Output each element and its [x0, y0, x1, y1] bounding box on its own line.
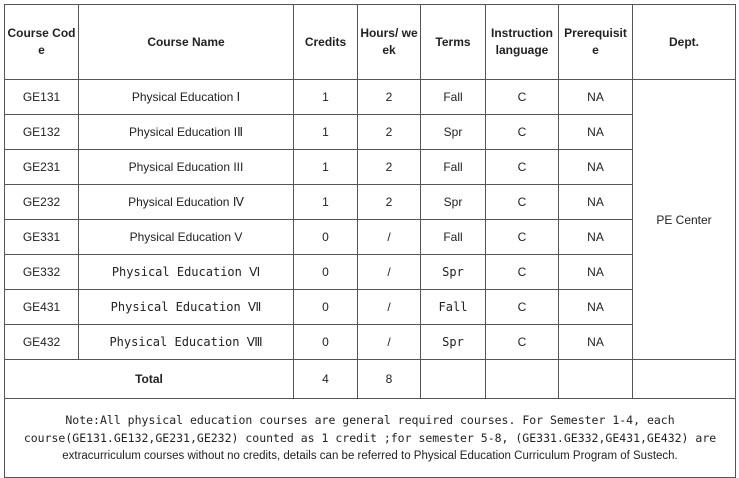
cell-terms: Spr: [421, 115, 486, 150]
cell-hours: /: [358, 290, 421, 325]
header-terms: Terms: [421, 5, 486, 80]
table-row: [5, 220, 736, 255]
cell-course-code: GE331: [5, 220, 79, 255]
cell-course-code: GE132: [5, 115, 79, 150]
cell-course-code: GE131: [5, 80, 79, 115]
table-row: [5, 185, 736, 220]
cell-course-code: GE231: [5, 150, 79, 185]
cell-course-code: GE232: [5, 185, 79, 220]
header-row: [5, 5, 736, 80]
cell-credits: 0: [294, 220, 358, 255]
cell-prerequisite: NA: [559, 80, 633, 115]
cell-hours: 2: [358, 150, 421, 185]
cell-credits: 1: [294, 80, 358, 115]
cell-language: C: [486, 115, 559, 150]
cell-course-name: Physical Education V: [79, 220, 294, 255]
total-hours: 8: [358, 360, 421, 399]
header-dept: Dept.: [633, 5, 736, 80]
cell-dept: PE Center: [633, 80, 736, 360]
cell-terms: Spr: [421, 185, 486, 220]
cell-hours: 2: [358, 115, 421, 150]
cell-course-name: Physical Education IⅡ: [79, 115, 294, 150]
header-instruction-language: Instruction language: [486, 5, 559, 80]
cell-course-name: Physical Education Ⅵ: [79, 255, 294, 290]
total-empty-dept: [633, 360, 736, 399]
cell-prerequisite: NA: [559, 325, 633, 360]
cell-language: C: [486, 255, 559, 290]
cell-course-code: GE432: [5, 325, 79, 360]
cell-prerequisite: NA: [559, 115, 633, 150]
cell-terms: Fall: [421, 290, 486, 325]
note-line-2: course(GE131.GE132,GE231,GE232) counted as 1 credit ;for semester 5-8, (GE331.GE332,GE431,GE432) are: [23, 431, 717, 445]
cell-language: C: [486, 185, 559, 220]
cell-prerequisite: NA: [559, 150, 633, 185]
cell-course-name: Physical Education Ⅷ: [79, 325, 294, 360]
table-row: [5, 325, 736, 360]
cell-terms: Spr: [421, 255, 486, 290]
table-row: [5, 290, 736, 325]
cell-credits: 1: [294, 150, 358, 185]
cell-hours: /: [358, 255, 421, 290]
cell-prerequisite: NA: [559, 255, 633, 290]
cell-course-name: Physical Education Ⅰ: [79, 80, 294, 115]
total-row: [5, 360, 736, 399]
total-label: Total: [5, 360, 294, 399]
table-row: [5, 80, 736, 115]
cell-terms: Spr: [421, 325, 486, 360]
cell-credits: 0: [294, 255, 358, 290]
total-empty-prereq: [559, 360, 633, 399]
note-row: [5, 399, 736, 478]
table-row: [5, 150, 736, 185]
cell-prerequisite: NA: [559, 290, 633, 325]
cell-course-name: Physical Education Ⅶ: [79, 290, 294, 325]
cell-hours: /: [358, 325, 421, 360]
table-row: [5, 255, 736, 290]
cell-terms: Fall: [421, 220, 486, 255]
cell-language: C: [486, 220, 559, 255]
cell-credits: 0: [294, 325, 358, 360]
cell-course-code: GE431: [5, 290, 79, 325]
course-table-container: [4, 4, 736, 478]
cell-prerequisite: NA: [559, 185, 633, 220]
note-line-1: Note:All physical education courses are general required courses. For Semester 1-4, each: [65, 413, 675, 427]
cell-prerequisite: NA: [559, 220, 633, 255]
cell-language: C: [486, 325, 559, 360]
total-credits: 4: [294, 360, 358, 399]
total-empty-language: [486, 360, 559, 399]
cell-hours: 2: [358, 185, 421, 220]
cell-course-name: Physical Education Ⅳ: [79, 185, 294, 220]
total-empty-terms: [421, 360, 486, 399]
cell-course-code: GE332: [5, 255, 79, 290]
cell-terms: Fall: [421, 80, 486, 115]
cell-language: C: [486, 150, 559, 185]
header-credits: Credits: [294, 5, 358, 80]
header-hours-week: Hours/ week: [358, 5, 421, 80]
cell-course-name: Physical Education III: [79, 150, 294, 185]
header-prerequisite: Prerequisite: [559, 5, 633, 80]
cell-credits: 1: [294, 185, 358, 220]
cell-language: C: [486, 80, 559, 115]
cell-terms: Fall: [421, 150, 486, 185]
cell-language: C: [486, 290, 559, 325]
note-line-3: extracurriculum courses without no credits, details can be referred to Physical Education Curriculum Program of Sustech.: [62, 450, 678, 462]
note-cell: [5, 399, 736, 478]
table-row: [5, 115, 736, 150]
header-course-code: Course Code: [5, 5, 79, 80]
cell-hours: 2: [358, 80, 421, 115]
header-course-name: Course Name: [79, 5, 294, 80]
cell-hours: /: [358, 220, 421, 255]
cell-credits: 1: [294, 115, 358, 150]
course-table: [4, 4, 736, 478]
cell-credits: 0: [294, 290, 358, 325]
